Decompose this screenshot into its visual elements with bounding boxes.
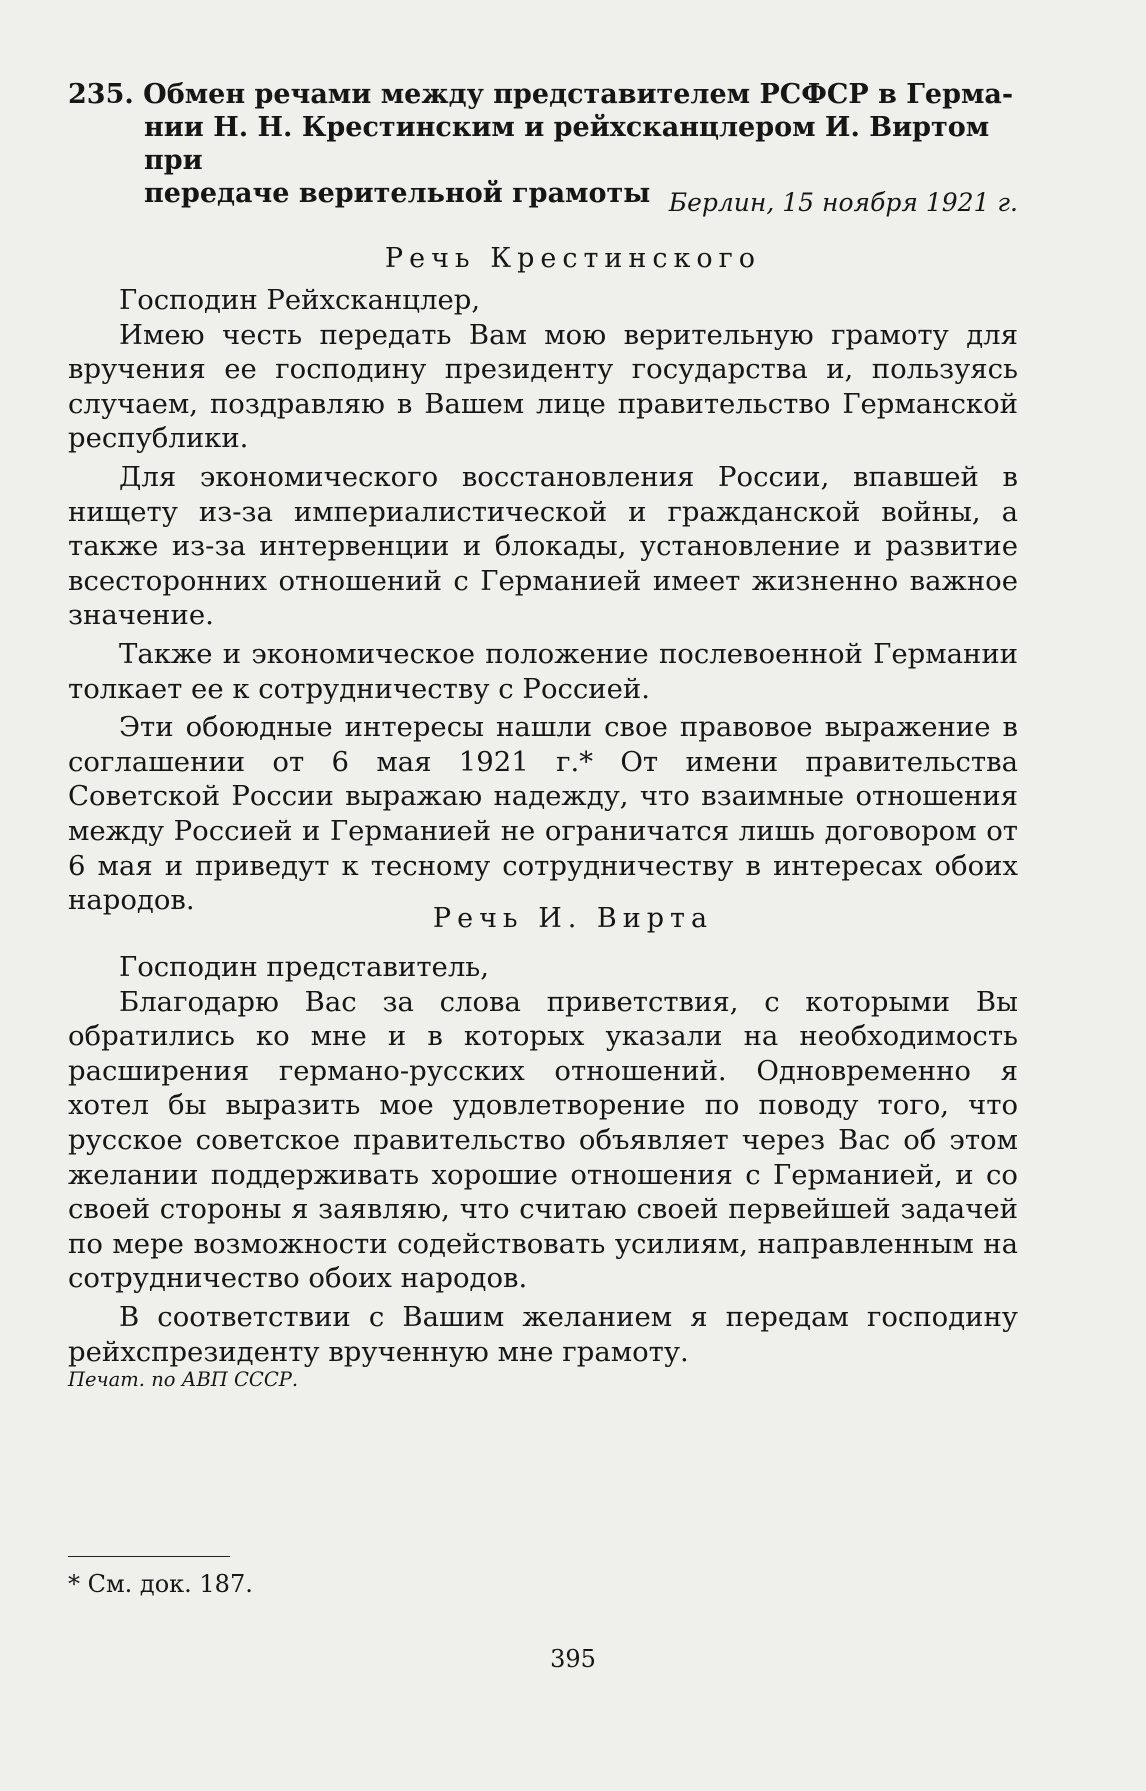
speech-title-wirth: Речь И. Вирта	[432, 903, 714, 934]
paragraph: Благодарю Вас за слова приветствия, с которыми Вы обратились ко мне и в которых указали на необходимость расширения германо-русских отношений. Одновременно я хотел бы выразить мое удовлетворение по поводу того, что русское советское правительство объявляет через Вас об этом желании поддерживать хорошие отношения с Германией, и со своей стороны я заявляю, что считаю своей первейшей задачей по мере возможности содействовать усилиям, направленным на сотрудничество обоих народов.	[68, 985, 1018, 1295]
speech-body-krestinsky	[68, 283, 1018, 922]
speech-body-wirth	[68, 950, 1018, 1373]
paragraph: Имею честь передать Вам мою верительную грамоту для вручения ее господину президенту государства и, пользуясь случаем, поздравляю в Вашем лице правительство Германской республики.	[68, 318, 1018, 455]
source-note: Печат. по АВП СССР.	[68, 1368, 299, 1391]
heading-line-1: Обмен речами между представителем РСФСР в Герма-	[143, 79, 1014, 110]
document-number: 235.	[68, 79, 134, 110]
paragraph: Эти обоюдные интересы нашли свое правовое выражение в соглашении от 6 мая 1921 г.* От имени правительства Советской России выражаю надежду, что взаимные отношения между Россией и Германией не ограничатся лишь договором от 6 мая и приведут к тесному сотрудничеству в интересах обоих народов.	[68, 711, 1018, 917]
page-number: 395	[550, 1645, 596, 1673]
speech-title-krestinsky: Речь Крестинского	[384, 243, 762, 274]
heading-line-3: передаче верительной грамоты	[144, 178, 651, 209]
paragraph: Для экономического восстановления России, впавшей в нищету из-за империалистической и гражданской войны, а также из-за интервенции и блокады, установление и развитие всесторонних отношений с Германией имеет жизненно важное значение.	[68, 460, 1018, 632]
paragraph: Также и экономическое положение послевоенной Германии толкает ее к сотрудничеству с Россией.	[68, 637, 1018, 705]
salutation: Господин представитель,	[119, 951, 490, 983]
footnote-divider	[68, 1556, 230, 1557]
paragraph: В соответствии с Вашим желанием я передам господину рейхспрезиденту врученную мне грамоту.	[68, 1300, 1018, 1368]
place-date: Берлин, 15 ноября 1921 г.	[668, 188, 1018, 217]
salutation: Господин Рейхсканцлер,	[119, 284, 481, 316]
heading-line-2: нии Н. Н. Крестинским и рейхсканцлером И. Виртом при	[144, 112, 990, 176]
footnote: * См. док. 187.	[68, 1570, 253, 1598]
